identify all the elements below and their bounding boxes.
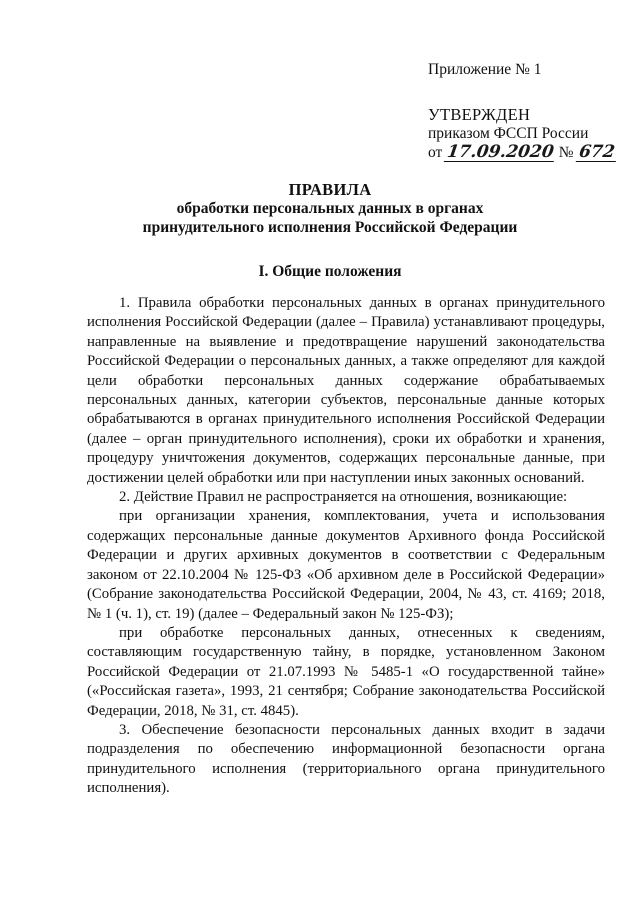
- document-body: [87, 294, 605, 799]
- approval-block: [428, 60, 628, 162]
- number-label: №: [558, 144, 574, 161]
- paragraph: 3. Обеспечение безопасности персональных данных входит в задачи подразделения по обеспечению информационной безопасности органа принудительного исполнения (территориального органа принудительного исполнения).: [87, 721, 605, 797]
- handwritten-number: 672: [577, 142, 616, 162]
- document-title: ПРАВИЛА: [288, 180, 372, 199]
- document-subtitle: обработки персональных данных в органах принудительного исполнения Российской Федерации: [142, 200, 518, 236]
- approved-label: УТВЕРЖДЕН: [428, 105, 531, 124]
- handwritten-date: 17.09.2020: [446, 142, 556, 162]
- paragraph: 2. Действие Правил не распространяется на отношения, возникающие:: [119, 489, 568, 506]
- from-label: от: [428, 144, 443, 161]
- paragraph: при организации хранения, комплектования, учета и использования содержащих персональные данные документов Архивного фонда Российской Федерации и других архивных документов в соответствии с Федеральным законом от 22.10.2004 № 125-ФЗ «Об архивном деле в Российской Федерации» (Собрание законодательства Российской Федерации, 2004, № 43, ст. 4169; 2018, № 1 (ч. 1), ст. 19) (далее – Федеральный закон № 125-ФЗ);: [87, 508, 605, 622]
- order-reference: приказом ФССП России: [428, 125, 589, 142]
- section-heading: I. Общие положения: [258, 263, 402, 280]
- order-date-line: [428, 143, 628, 162]
- document-title-block: [0, 180, 640, 237]
- appendix-label: Приложение № 1: [428, 61, 542, 78]
- paragraph: при обработке персональных данных, отнесенных к сведениям, составляющим государственную тайну, в порядке, установленном Законом Российской Федерации от 21.07.1993 № 5485-1 «О государственной тайне» («Российская газета», 1993, 21 сентября; Собрание законодательства Российской Федерации, 2018, № 31, ст. 4845).: [87, 624, 605, 719]
- paragraph: 1. Правила обработки персональных данных в органах принудительного исполнения Российской Федерации (далее – Правила) устанавливают процедуры, направленные на выявление и предотвращение нарушений законодательства Российской Федерации о персональных данных, а также определяют для каждой цели обработки персональных данных содержание обрабатываемых персональных данных, категории субъектов, персональные данные которых обрабатываются в органах принудительного исполнения Российской Федерации (далее – орган принудительного исполнения), сроки их обработки и хранения, процедуру уничтожения документов, содержащих персональные данные, при достижении целей обработки или при наступлении иных законных оснований.: [87, 295, 605, 486]
